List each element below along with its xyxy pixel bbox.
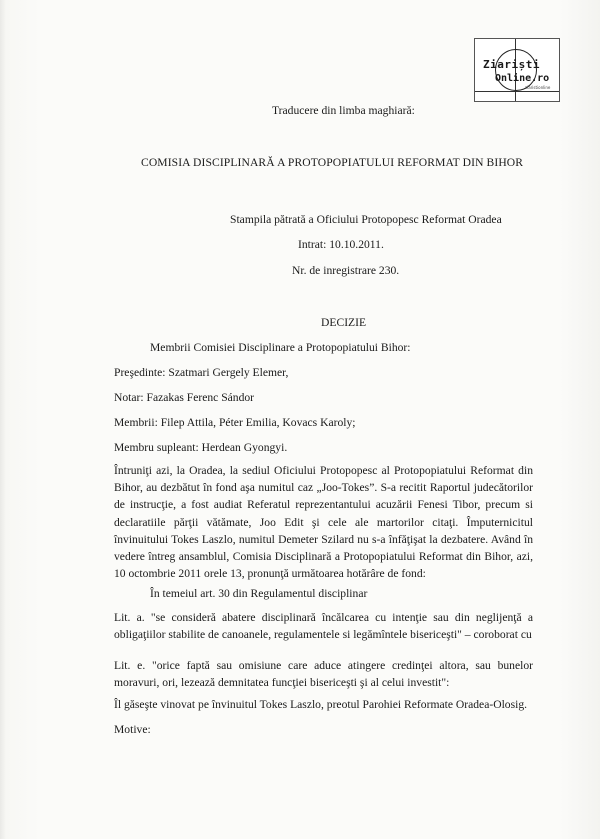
received-date: Intrat: 10.10.2011. [298,238,384,251]
legal-basis: În temeiul art. 30 din Regulamentul disciplinar [150,587,368,600]
members-line: Membrii: Filep Attila, Péter Emilia, Kovacs Karoly; [114,416,356,429]
verdict-line: Îl găseşte vinovat pe învinuitul Tokes Laszlo, preotul Parohiei Reformate Oradea-Olosig. [114,698,528,711]
crosshair-horizontal [475,91,559,92]
main-paragraph: Întruniţi azi, la Oradea, la sediul Oficiului Protopopesc al Protopopiatului Reformat din Bihor, au dezbătut în fond aşa numitul caz „Joo-Tokes”. S-a recitit Raportul judecătorilor de instrucţie, a fost audiat Referatul reprezentantului acuzării Fenesi Tibor, precum si declaratiile părţii vătămate, Joo Edit şi cele ale martorilor citaţi. Împuternicitul învinuitului Tokes Laszlo, numitul Demeter Szilard nu s-a înfăţişat la dezbatere. Având în vedere întreg ansamblul, Comisia Disciplinară a Protopopiatului Reformat din Bihor, azi, 10 octombrie 2011 orele 13, pronunţă următoarea hotărâre de fond: [114,464,533,581]
substitute-line: Membru supleant: Herdean Gyongyi. [114,441,288,454]
logo-text-top: Ziariști [483,58,540,71]
president-line: Preşedinte: Szatmari Gergely Elemer, [114,366,289,379]
decision-title: DECIZIE [321,316,367,329]
lit-a-paragraph: Lit. a. "se consideră abatere disciplinară încălcarea cu intenţie sau din neglijenţă a obligaţiilor stabilite de canoanele, regulamentele si legămîntele bisericeşti" – coroborat cu [114,611,533,642]
commission-title: COMISIA DISCIPLINARĂ A PROTOPOPIATULUI REFORMAT DIN BIHOR [141,156,524,169]
stamp-note: Stampila pătrată a Oficiului Protopopesc Reformat Oradea [230,213,502,226]
translation-note: Traducere din limba maghiară: [272,104,415,117]
registration-number: Nr. de inregistrare 230. [292,264,400,277]
members-intro: Membrii Comisiei Disciplinare a Protopopiatului Bihor: [150,341,411,354]
ziaristi-online-logo [474,38,560,102]
lit-e-paragraph: Lit. e. "orice faptă sau omisiune care aduce atingere credinţei altora, sau bunelor moravuri, ori, lezează demnitatea funcţiei bisericeşti şi al celui investit": [114,659,533,690]
logo-small-text: ziaristionline [525,85,551,90]
logo-text-bottom: Online.ro [495,73,550,84]
notary-line: Notar: Fazakas Ferenc Sándor [114,391,255,404]
motives-heading: Motive: [114,723,151,736]
